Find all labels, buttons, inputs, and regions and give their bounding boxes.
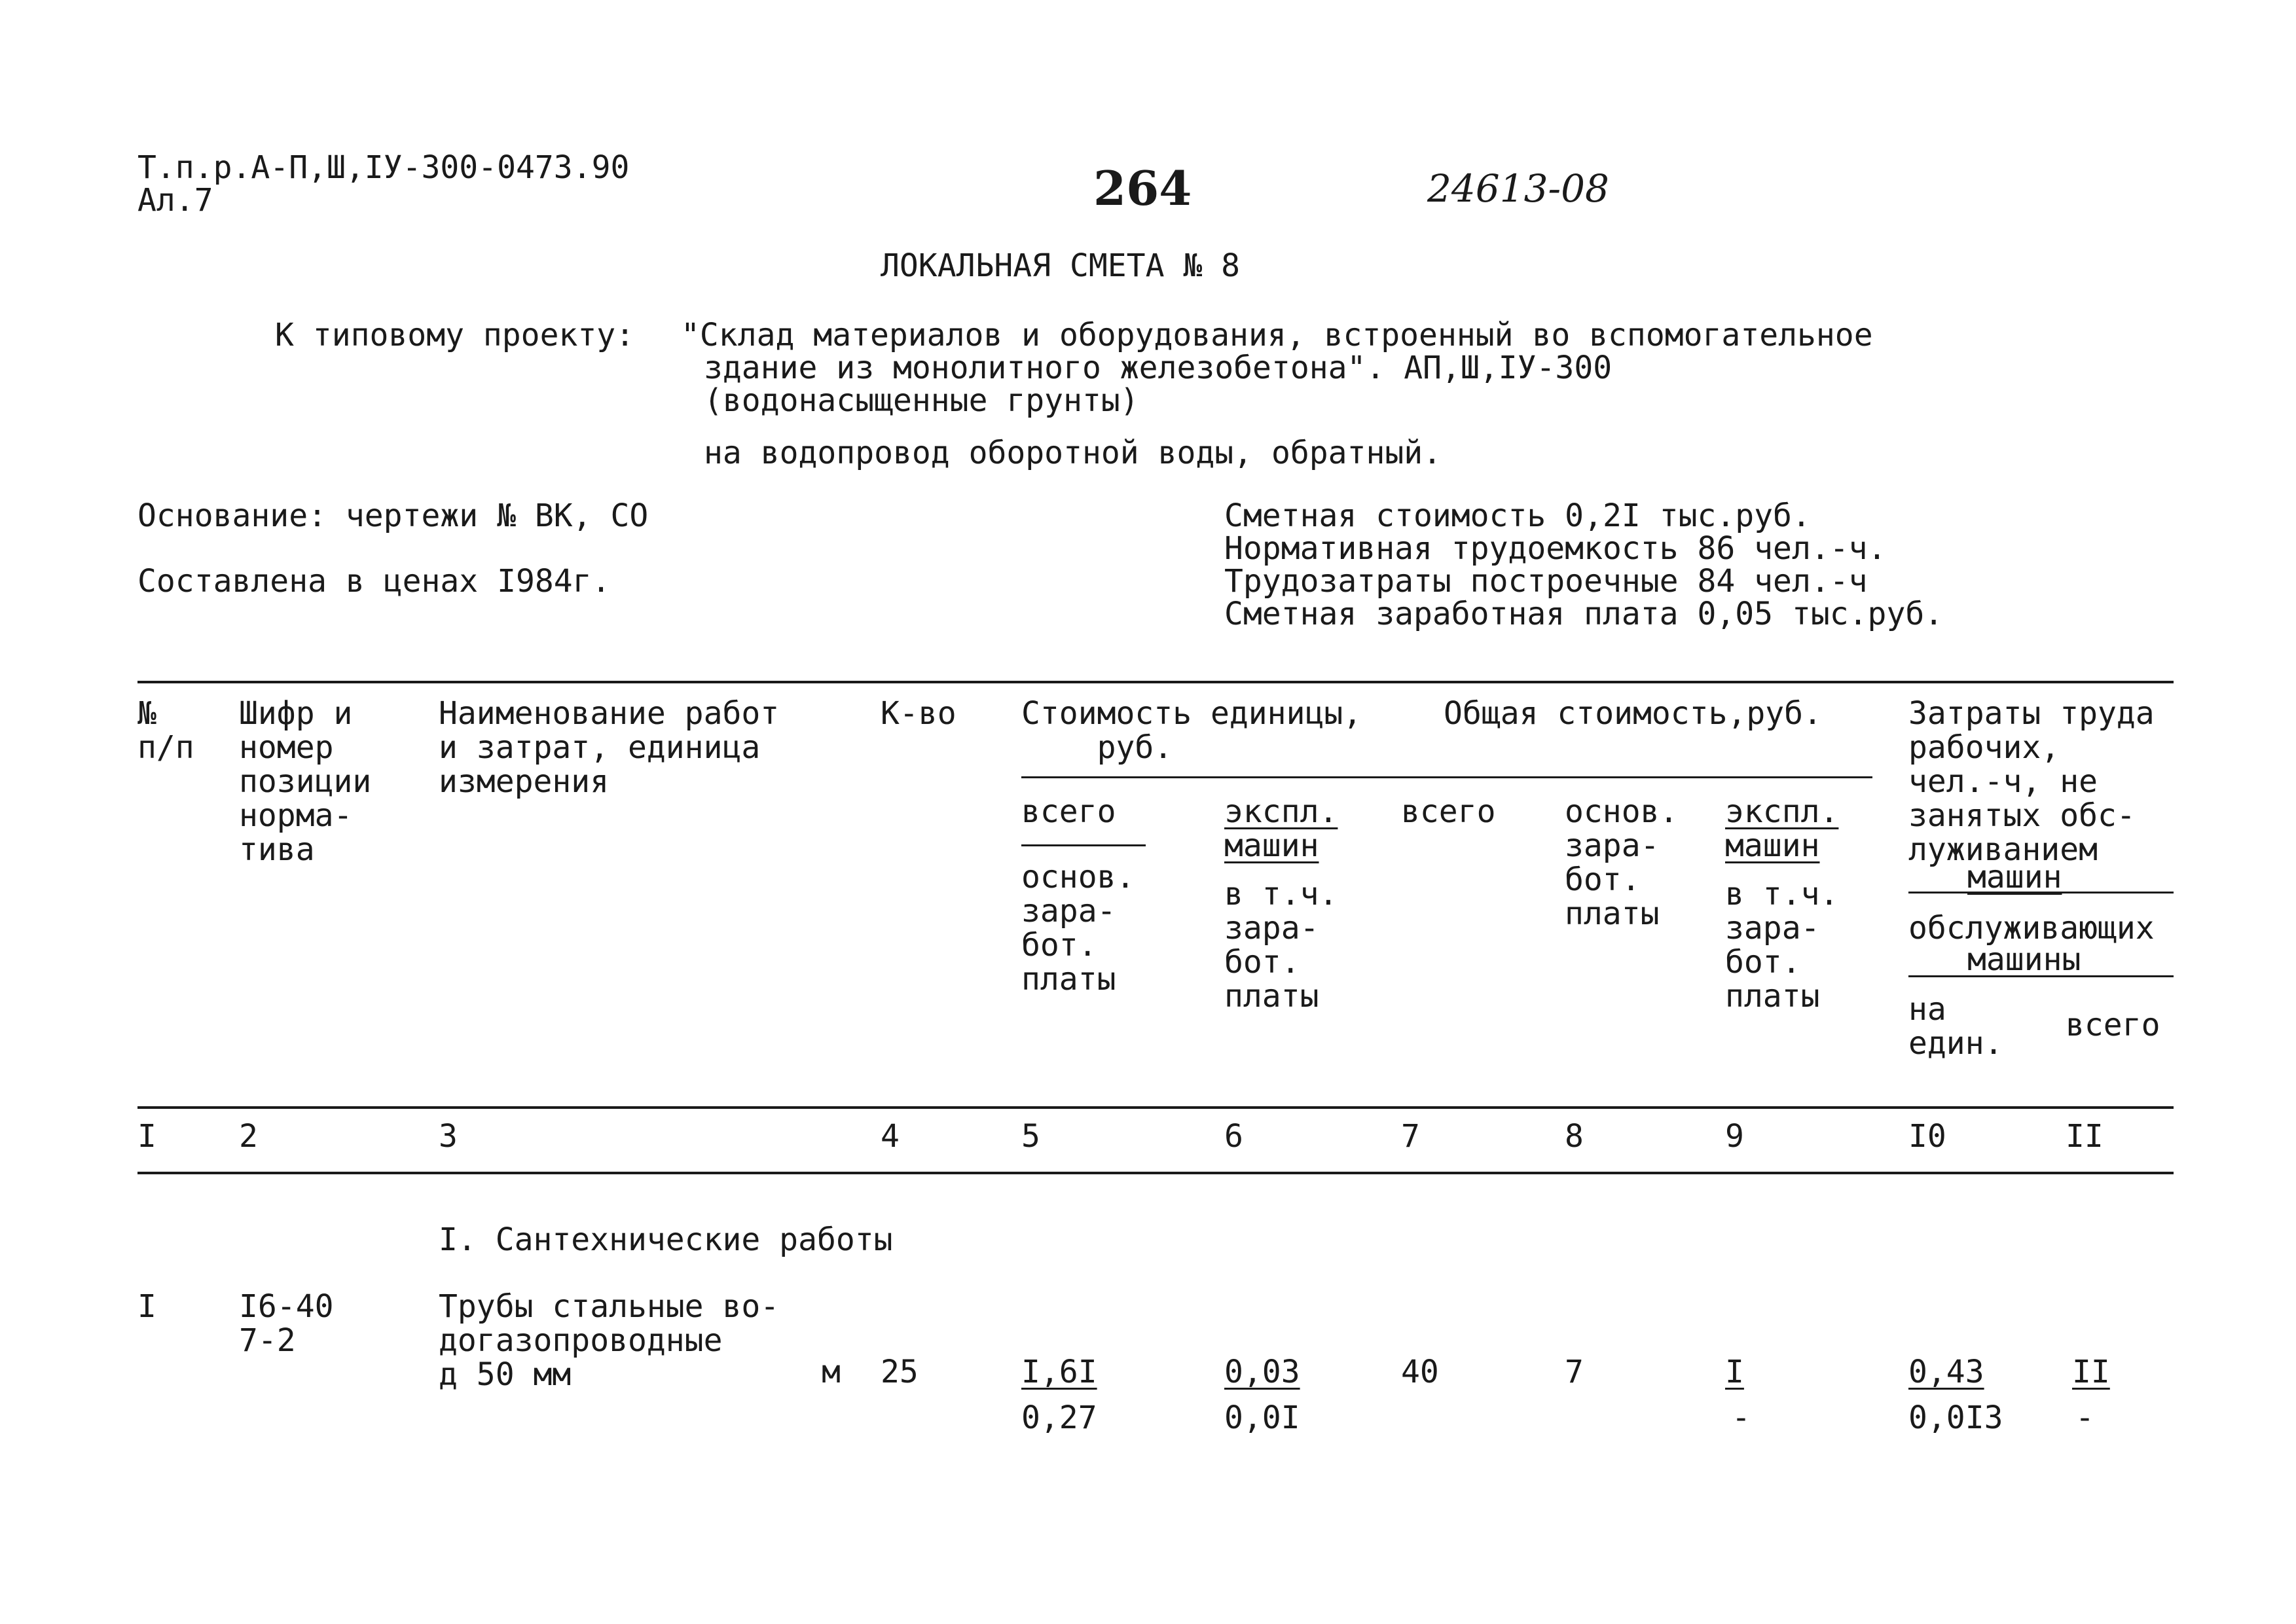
basis-prices: Составлена в ценах I984г. xyxy=(137,563,611,600)
header-c8: основ. зара- бот. платы xyxy=(1565,793,1679,932)
row-unit-mach-wage: 0,0I xyxy=(1224,1399,1300,1436)
project-line-3: (водонасыщенные грунты) xyxy=(704,382,1139,419)
header-c6-top: экспл. машин xyxy=(1224,793,1338,864)
row-labor-unit-mach: 0,0I3 xyxy=(1908,1399,2003,1436)
header-bottom-rule xyxy=(137,1106,2174,1109)
header-c7: всего xyxy=(1401,793,1496,830)
project-line-2: здание из монолитного железобетона". АП,Ш,IУ-300 xyxy=(704,350,1613,386)
row-unit-total: I,6I xyxy=(1021,1354,1097,1390)
row-name: Трубы стальные во- догазопроводные д 50 мм xyxy=(439,1288,780,1393)
row-unit-wage: 0,27 xyxy=(1021,1399,1097,1436)
row-total-mach: I xyxy=(1725,1354,1744,1390)
page-title: ЛОКАЛЬНАЯ СМЕТА № 8 xyxy=(881,247,1241,284)
c5-rule xyxy=(1021,844,1146,846)
row-total: 40 xyxy=(1401,1354,1439,1390)
header-labor-serving: обслуживающих xyxy=(1908,910,2155,947)
document-code: Т.п.р.А-П,Ш,IУ-300-0473.90 xyxy=(137,149,630,186)
section-title: I. Сантехнические работы xyxy=(439,1221,893,1258)
column-number: I xyxy=(137,1118,156,1155)
header-c6-bottom: в т.ч. зара- бот. платы xyxy=(1224,876,1338,1015)
row-qty: 25 xyxy=(881,1354,919,1390)
row-unit-mach: 0,03 xyxy=(1224,1354,1300,1390)
header-col-num: № п/п xyxy=(137,695,194,766)
row-code: I6-40 7-2 xyxy=(239,1288,334,1359)
project-prefix: К типовому проекту: xyxy=(275,317,635,353)
header-col-code: Шифр и номер позиции норма- тива xyxy=(239,695,372,868)
summary-wage: Сметная заработная плата 0,05 тыс.руб. xyxy=(1224,596,1944,632)
header-labor-machines-1: машин xyxy=(1967,859,2062,895)
header-c10: на един. xyxy=(1908,991,2003,1062)
cost-header-rule xyxy=(1021,776,1872,778)
row-labor-total-mach: - xyxy=(2075,1399,2094,1436)
column-number: 6 xyxy=(1224,1118,1243,1155)
column-number: 7 xyxy=(1401,1118,1420,1155)
table-top-rule xyxy=(137,681,2174,683)
row-labor-total: II xyxy=(2072,1354,2110,1390)
summary-norm-labor: Нормативная трудоемкость 86 чел.-ч. xyxy=(1224,530,1887,567)
column-number: II xyxy=(2066,1118,2104,1155)
header-total-cost: Общая стоимость,руб. xyxy=(1444,695,1822,732)
column-number: 3 xyxy=(439,1118,458,1155)
header-c5-top: всего xyxy=(1021,793,1116,830)
row-total-mach-wage: - xyxy=(1732,1399,1751,1436)
header-c5-bottom: основ. зара- бот. платы xyxy=(1021,859,1135,998)
project-subject: на водопровод оборотной воды, обратный. xyxy=(704,435,1442,471)
column-number: 4 xyxy=(881,1118,900,1155)
basis-drawings: Основание: чертежи № ВК, СО xyxy=(137,497,649,534)
header-unit-cost: Стоимость единицы, руб. xyxy=(1021,695,1362,766)
header-c9-bottom: в т.ч. зара- бот. платы xyxy=(1725,876,1839,1015)
row-labor-unit: 0,43 xyxy=(1908,1354,1984,1390)
project-line-1: "Склад материалов и оборудования, встроенный во вспомогательное xyxy=(681,317,1873,353)
header-c11: всего xyxy=(2066,1007,2160,1043)
header-col-name: Наименование работ и затрат, единица измерения xyxy=(439,695,780,800)
column-number: 9 xyxy=(1725,1118,1744,1155)
summary-cost: Сметная стоимость 0,2I тыс.руб. xyxy=(1224,497,1811,534)
row-unit: м xyxy=(822,1354,841,1390)
row-num: I xyxy=(137,1288,156,1325)
header-col-qty: К-во xyxy=(881,695,957,732)
summary-labor: Трудозатраты построечные 84 чел.-ч xyxy=(1224,563,1868,600)
row-total-wage: 7 xyxy=(1565,1354,1584,1390)
column-number: 5 xyxy=(1021,1118,1040,1155)
inventory-number: 24613-08 xyxy=(1427,166,1609,211)
page-number: 264 xyxy=(1093,160,1192,216)
column-number: 2 xyxy=(239,1118,258,1155)
column-number: 8 xyxy=(1565,1118,1584,1155)
header-labor: Затраты труда рабочих, чел.-ч, не занятых обс- луживанием xyxy=(1908,695,2155,868)
column-numbers-rule xyxy=(137,1172,2174,1174)
column-number: I0 xyxy=(1908,1118,1946,1155)
header-c9-top: экспл. машин xyxy=(1725,793,1839,864)
album-label: Ал.7 xyxy=(137,182,213,219)
header-labor-machines-2: машины xyxy=(1967,941,2081,978)
